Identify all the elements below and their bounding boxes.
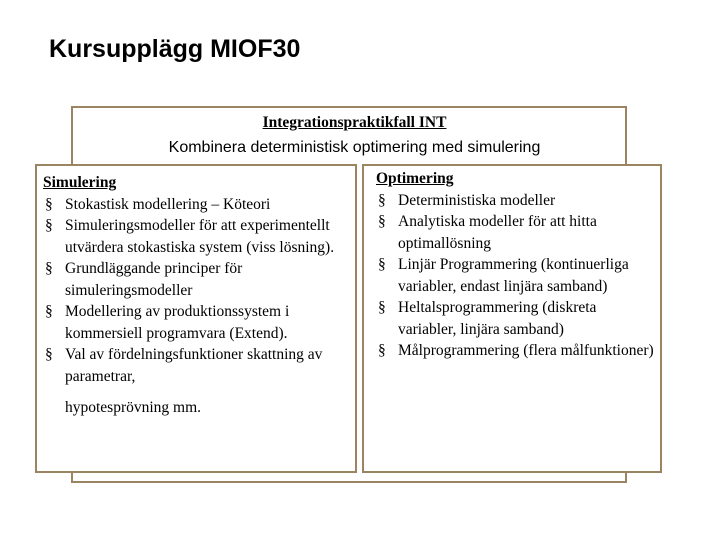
list-item-text: Grundläggande principer för simuleringsmodeller [65, 260, 243, 299]
integration-header [0, 113, 709, 159]
list-item-text: Målprogrammering (flera målfunktioner) [398, 342, 654, 359]
list-item [43, 344, 349, 387]
integration-course-title: Integrationspraktikfall INT [262, 114, 447, 131]
list-item-text: Linjär Programmering (kontinuerliga variabler, endast linjära samband) [398, 256, 629, 295]
list-item-text: Simuleringsmodeller för att experimentellt utvärdera stokastiska system (viss lösning). [65, 217, 335, 256]
list-item [376, 254, 654, 297]
bullet-icon: § [45, 303, 53, 320]
list-item [376, 211, 654, 254]
list-item [43, 215, 349, 258]
list-item-text: Val av fördelningsfunktioner skattning av parametrar, [65, 346, 323, 385]
bullet-icon: § [45, 260, 53, 277]
list-item [43, 301, 349, 344]
optimering-list [376, 190, 654, 362]
bullet-icon: § [378, 256, 386, 273]
simulering-box [35, 164, 357, 473]
integration-subtitle: Kombinera deterministisk optimering med simulering [168, 139, 541, 156]
bullet-icon: § [45, 346, 53, 363]
simulering-heading: Simulering [43, 174, 117, 191]
bullet-icon: § [45, 195, 53, 213]
list-item-text: Stokastisk modellering – Köteori [65, 195, 271, 213]
bullet-icon: § [378, 191, 386, 209]
list-item-text: Deterministiska modeller [398, 191, 556, 209]
simulering-continuation: hypotesprövning mm. [65, 399, 202, 416]
bullet-icon: § [378, 342, 386, 359]
list-item-text: Analytiska modeller för att hitta optimallösning [398, 213, 597, 252]
list-item [43, 194, 349, 216]
bullet-icon: § [378, 213, 386, 230]
page-title: Kursupplägg MIOF30 [49, 35, 301, 63]
bullet-icon: § [378, 299, 386, 316]
simulering-list [43, 194, 349, 388]
list-item-text: Modellering av produktionssystem i kommersiell programvara (Extend). [65, 303, 290, 342]
optimering-box [362, 164, 662, 473]
list-item [376, 297, 654, 340]
bullet-icon: § [45, 217, 53, 234]
list-item [376, 190, 654, 212]
list-item [376, 340, 654, 362]
list-item-text: Heltalsprogrammering (diskreta variabler, linjära samband) [398, 299, 597, 338]
list-item [43, 258, 349, 301]
optimering-heading: Optimering [376, 170, 454, 187]
